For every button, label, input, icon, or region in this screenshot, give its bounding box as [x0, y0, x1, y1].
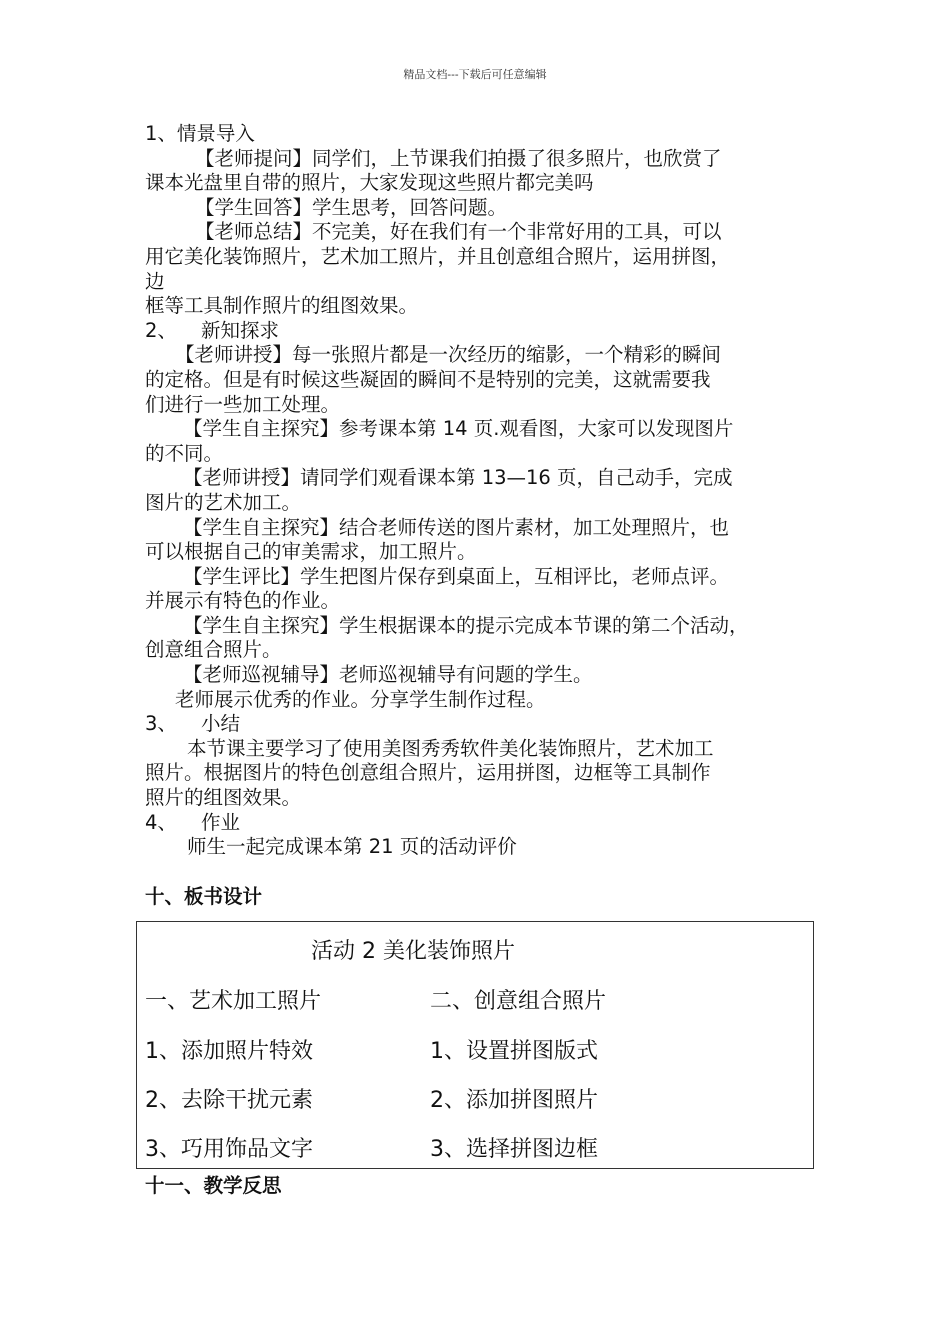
paragraph-line: 【学生回答】学生思考，回答问题。: [195, 195, 508, 219]
section-number: 3、: [145, 712, 177, 736]
paragraph-line: 照片的组图效果。: [145, 786, 302, 810]
board-left-item: 1、添加照片特效: [145, 1039, 313, 1064]
section-1-title: 1、情景导入: [145, 122, 255, 145]
paragraph-line: 的不同。: [145, 441, 224, 465]
paragraph-line: 框等工具制作照片的组图效果。: [145, 294, 419, 318]
board-left-heading: 一、艺术加工照片: [145, 989, 322, 1014]
section-title: 作业: [201, 810, 241, 834]
board-right-heading: 二、创意组合照片: [430, 989, 607, 1014]
paragraph-line: 图片的艺术加工。: [145, 490, 302, 514]
paragraph-line: 照片。根据图片的特色创意组合照片，运用拼图，边框等工具制作: [145, 761, 711, 785]
section-3-title: [145, 712, 825, 737]
paragraph-line: 本节课主要学习了使用美图秀秀软件美化装饰照片，艺术加工: [187, 736, 714, 760]
paragraph-line: 【老师讲授】请同学们观看课本第 13—16 页，自己动手，完成: [183, 466, 733, 490]
board-left-item: 2、去除干扰元素: [145, 1088, 313, 1113]
board-right-item: 3、选择拼图边框: [430, 1137, 598, 1162]
paragraph-line: 【老师巡视辅导】老师巡视辅导有问题的学生。: [183, 663, 593, 687]
paragraph-line: 【学生自主探究】参考课本第 14 页.观看图，大家可以发现图片: [183, 417, 734, 441]
paragraph-line: 可以根据自己的审美需求，加工照片。: [145, 540, 477, 564]
board-title: 活动 2 美化装饰照片: [311, 939, 515, 964]
paragraph-line: 【学生自主探究】学生根据课本的提示完成本节课的第二个活动，: [183, 613, 749, 637]
paragraph-line: 【老师总结】不完美，好在我们有一个非常好用的工具，可以: [195, 220, 722, 244]
document-body: [145, 122, 825, 909]
paragraph-line: 【老师讲授】每一张照片都是一次经历的缩影，一个精彩的瞬间: [175, 343, 722, 367]
paragraph-line: 创意组合照片。: [145, 638, 282, 662]
paragraph-line: 并展示有特色的作业。: [145, 589, 341, 613]
section-title: 新知探求: [201, 318, 280, 342]
board-row: [145, 1083, 598, 1114]
blackboard-design-box: [136, 921, 814, 1169]
section-number: 2、: [145, 318, 177, 342]
board-left-item: 3、巧用饰品文字: [145, 1137, 313, 1162]
section-number: 4、: [145, 810, 177, 834]
section-11-heading: 十一、教学反思: [145, 1174, 282, 1197]
paragraph-line: 师生一起完成课本第 21 页的活动评价: [187, 835, 517, 859]
paragraph-line: 【学生自主探究】结合老师传送的图片素材，加工处理照片，也: [183, 515, 730, 539]
board-row: [145, 1034, 598, 1065]
paragraph-line: 的定格。但是有时候这些凝固的瞬间不是特别的完美，这就需要我: [145, 367, 711, 391]
paragraph-line: 老师展示优秀的作业。分享学生制作过程。: [175, 687, 546, 711]
board-right-item: 2、添加拼图照片: [430, 1088, 598, 1113]
section-title: 小结: [201, 712, 241, 736]
board-row: [145, 1132, 598, 1163]
page-header: 精品文档---下载后可任意编辑: [403, 68, 547, 81]
paragraph-line: 【学生评比】学生把图片保存到桌面上，互相评比，老师点评。: [183, 564, 730, 588]
paragraph-line: 用它美化装饰照片，艺术加工照片，并且创意组合照片，运用拼图，: [145, 244, 731, 268]
section-10-heading: 十、板书设计: [145, 884, 263, 908]
paragraph-line: 【老师提问】同学们，上节课我们拍摄了很多照片，也欣赏了: [195, 146, 722, 170]
paragraph-line: 们进行一些加工处理。: [145, 392, 341, 416]
section-4-title: [145, 811, 825, 836]
board-row: [145, 984, 606, 1015]
paragraph-line: 课本光盘里自带的照片，大家发现这些照片都完美吗: [145, 171, 594, 195]
section-2-title: [145, 319, 825, 344]
paragraph-line: 边: [145, 269, 165, 293]
board-right-item: 1、设置拼图版式: [430, 1039, 598, 1064]
